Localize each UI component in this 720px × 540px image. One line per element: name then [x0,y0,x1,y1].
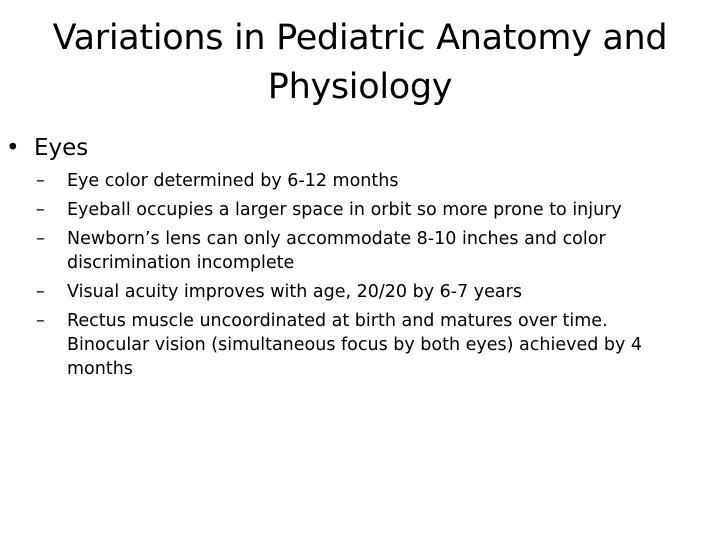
bullet-text: Eyes [34,135,89,161]
sub-bullet-item [0,169,720,193]
slide-content [0,133,720,386]
dash-marker: – [36,229,45,249]
sub-bullet-text: Newborn’s lens can only accommodate 8-10 inches and color discrimination incomplete [67,229,606,273]
slide-title: Variations in Pediatric Anatomy and Physiology [52,18,668,107]
dash-marker: – [36,282,45,302]
sub-bullet-item [0,280,720,304]
dash-marker: – [36,200,45,220]
bullet-item-eyes [0,133,720,163]
dash-marker: – [36,311,45,331]
dash-marker: – [36,171,45,191]
sub-bullet-text: Eye color determined by 6-12 months [67,171,399,191]
sub-bullet-text: Eyeball occupies a larger space in orbit so more prone to injury [67,200,622,220]
sub-bullet-item [0,227,720,275]
sub-bullet-text: Visual acuity improves with age, 20/20 by 6-7 years [67,282,522,302]
sub-bullet-list [0,169,720,381]
bullet-marker: • [6,135,20,161]
sub-bullet-text: Rectus muscle uncoordinated at birth and matures over time. Binocular vision (simultaneous focus by both eyes) achieved by 4 months [67,311,643,379]
sub-bullet-item [0,309,720,381]
sub-bullet-item [0,198,720,222]
